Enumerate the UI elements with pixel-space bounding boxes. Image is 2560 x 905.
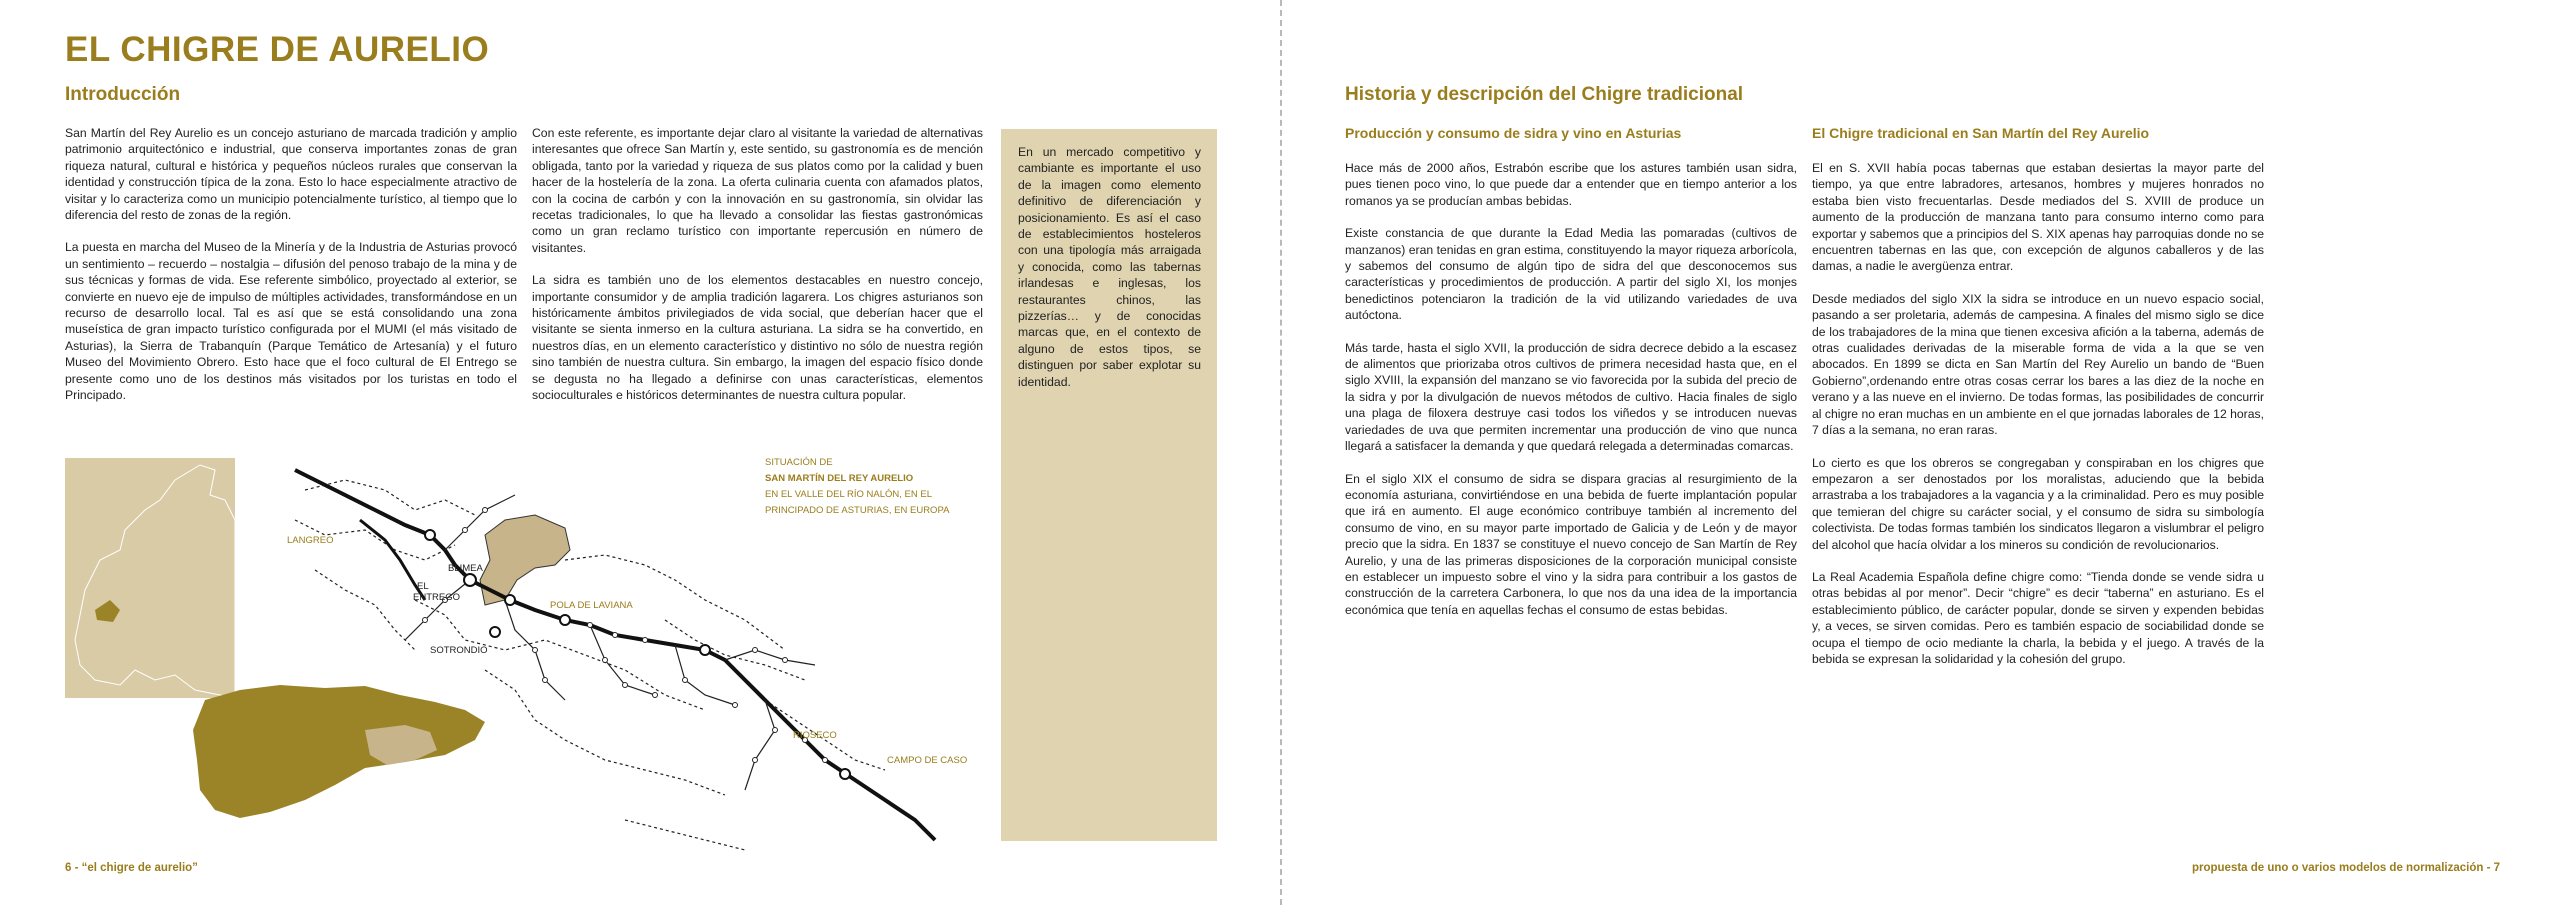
map-label-campo-de-caso: CAMPO DE CASO [887,755,968,766]
paragraph: Existe constancia de que durante la Edad Media las pomaradas (cultivos de manzanos) eran tenidas en gran estima, constituyendo la mayor riqueza arborícola, y sabemos del consumo de algún tipo de sidra del que desconocemos sus características y procedimientos de producción. A partir del siglo XI, los monjes benedictinos potenciaron la tradición de la vid utilizando variedades de uva autóctona. [1345,226,1797,323]
paragraph: La Real Academia Española define chigre como: “Tienda donde se vende sidra u otras bebidas al por menor”. Decir “chigre” es decir “taberna” en asturiano. Es el establecimiento público, de carácter popular, donde se sirven y expenden bebidas y, a veces, se sirven comidas. Pero es también espacio de sociabilidad donde se ocupa el tiempo de ocio mediante la charla, la bebida y el juego. A través de la bebida se expresan la solidaridad y la cohesión del grupo. [1812,569,2264,666]
map-label-el: EL [417,581,429,592]
branch-rail-line [360,520,425,600]
map-caption-line: SITUACIÓN DE [765,457,833,468]
subsection-title-produccion: Producción y consumo de sidra y vino en Asturias [1345,125,1682,141]
history-column-1 [1345,160,1797,634]
map-caption [765,455,995,519]
map-label-blimea: BLIMEA [448,563,483,574]
page-footer-right: propuesta de uno o varios modelos de normalización - 7 [2191,862,2500,874]
section-title-introduccion: Introducción [65,84,181,105]
map-caption-line: EN EL VALLE DEL RÍO NALÓN, EN EL [765,489,933,500]
paragraph: En el siglo XIX el consumo de sidra se dispara gracias al resurgimiento de la economía asturiana, convirtiéndose en una bebida de fuerte implantación popular que irá en aumento. El auge económico contribuye también al incremento del consumo de vino, en su mayor parte importado de Galicia y de León y de mayor precio que la sidra. En 1837 se constituye el nuevo concejo de San Martín de Rey Aurelio, y una de las primeras disposiciones de la corporación municipal consiste en establecer un impuesto sobre el vino y la sidra para contribuir a los gastos de construcción de la carretera Carbonera, lo que nos da una idea de la importancia económica que tenía en aquellas fechas el consumo de estas bebidas. [1345,471,1797,617]
paragraph: El en S. XVII había pocas tabernas que estaban desiertas la mayor parte del tiempo, ya que entre labradores, artesanos, hombres y mujeres honrados no estaba bien visto frecuentarlas. Desde mediados del S. XVIII de produce un aumento de la producción de manzana tanto para consumo interno como para exportar y sabemos que a principios del S. XIX apenas hay parroquias donde no se encuentren tabernas en las que, con excepción de algunos caballeros y de las damas, a nadie le avergüenza entrar. [1812,161,2264,274]
paragraph: Con este referente, es importante dejar claro al visitante la variedad de alternativas interesantes que ofrece San Martín y, este sentido, su gastronomía es de mención obligada, tanto por la variedad y riqueza de sus platos como por la calidad y buen hacer de la hostelería de la zona. La oferta culinaria cuenta con afamados platos, con la cocina de carbón y con la innovación en su gastronomía, sin olvidar las recetas tradicionales, lo que ha llevado a consolidar las fiestas gastronómicas como un gran reclamo turístico con importante repercusión en número de visitantes. [532,126,983,255]
map-label-rioseco: RIOSECO [793,730,837,741]
paragraph: La sidra es también uno de los elementos destacables en nuestro concejo, importante consumidor y de amplia tradición lagarera. Los chigres asturianos son históricamente ámbitos privilegiados de vida social, que deberían hacer que el visitante se sienta inmerso en la cultura asturiana. La sidra se ha convertido, en nuestros días, en un elemento característico y distintivo no sólo de nuestra región sino también de nuestra cultura. Sin embargo, la imagen del espacio físico donde se degusta no ha llegado a definirse con unas características, elementos socioculturales e históricos determinantes de nuestra cultura popular. [532,273,983,403]
map-caption-line: PRINCIPADO DE ASTURIAS, EN EUROPA [765,505,950,516]
intro-column-2 [532,125,983,420]
road-network [405,495,815,790]
town-marker-blimea [505,595,515,605]
paragraph: San Martín del Rey Aurelio es un concejo asturiano de marcada tradición y amplio patrimonio arquitectónico e industrial, que conserva importantes zonas de gran riqueza natural, cultural e histórica y pequeños núcleos rurales que conservan la identidad y construcción típica de la zona. Esto lo hace especialmente atractivo de visitar y lo caracteriza como un municipio potencialmente turístico, al tiempo que lo diferencia del resto de zonas de la región. [65,126,517,223]
map-label-langreo: LANGREO [287,535,334,546]
history-column-2 [1812,160,2264,683]
map-caption-place: SAN MARTÍN DEL REY AURELIO [765,473,914,484]
sidebar-box [1001,129,1217,841]
paragraph: Desde mediados del siglo XIX la sidra se introduce en un nuevo espacio social, pasando a ser proletaria, además de campesina. A finales del mismo siglo se dice de los trabajadores de la mina que tienen excesiva afición a la taberna, además de otras cualidades derivadas de la miserable forma de vida a la que se ven abocados. En 1899 se dicta en San Martín del Rey Aurelio un bando de “Buen Gobierno”,ordenando entre otras cosas cerrar los bares a las diez de la noche en verano y a las nueve en el invierno. De todas formas, las posibilidades de concurrir al chigre no eran muchas en un ambiente en el que jornadas laborales de 12 horas, 7 días a la semana, no eran raras. [1812,291,2264,438]
asturias-region-shape [193,685,485,818]
page-footer-left: 6 - “el chigre de aurelio” [65,862,198,874]
map-label-sotrondio: SOTRONDIO [430,645,488,656]
town-marker-sotrondio [490,627,500,637]
town-marker-pola [560,615,570,625]
main-rail-line [295,470,935,840]
town-marker-rioseco [700,645,710,655]
map-label-entrego: ENTREGO [413,592,460,603]
sidebar-text: En un mercado competitivo y cambiante es importante el uso de la imagen como elemento definitivo de diferenciación y posicionamiento. Es así el caso de establecimientos hosteleros con una tipología más arraigada y conocida, como las tabernas irlandesas e inglesas, los restaurantes chinos, las pizzerías… y de conocidas marcas que, en el contexto de alguno de estos tipos, se distinguen por saber explotar su identidad. [1018,145,1201,389]
intro-column-1 [65,125,517,420]
town-marker-el-entrego [464,574,476,586]
section-title-historia: Historia y descripción del Chigre tradicional [1345,84,1744,105]
town-marker-langreo [425,530,435,540]
paragraph: Más tarde, hasta el siglo XVII, la producción de sidra decrece debido a la escasez de alimentos que priorizaba otros cultivos de primera necesidad hasta que, en el siglo XVIII, la expansión del manzano se vio favorecida por la subida del precio de la sidra y por la divulgación de nuevos métodos de cultivo. Hacia finales de siglo una plaga de filoxera destruye casi todos los viñedos y se introducen nuevas variedades de uva que permiten incrementar una producción de vino que nunca llegará a satisfacer la demanda y que quedará relegada a determinadas comarcas. [1345,340,1797,454]
paragraph: Hace más de 2000 años, Estrabón escribe que los astures también usan sidra, pues tienen poco vino, lo que puede dar a entender que en tiempo anterior a los romanos ya se producían ambas bebidas. [1345,161,1797,208]
paragraph: Lo cierto es que los obreros se congregaban y conspiraban en los chigres que empezaron a ser denostados por los moralistas, aduciendo que la bebida arrastraba a los trabajadores a la vagancia y a la criminalidad. Pero es muy posible que temieran del chigre su carácter social, y el consumo de sidra su simbología colectivista. De todas formas también los sindicatos llegaron a vislumbrar el peligro del alcohol que hacía olvidar a los mineros su condición de revolucionarios. [1812,455,2264,552]
municipal-borders [295,480,885,850]
town-marker-campo-de-caso [840,769,850,779]
right-page [1282,0,2560,905]
map-label-pola-de-laviana: POLA DE LAVIANA [550,600,633,611]
paragraph: La puesta en marcha del Museo de la Minería y de la Industria de Asturias provocó un sentimiento – recuerdo – nostalgia – difusión del penoso trabajo de la mina y de sus técnicas y formas de vida. Ese referente simbólico, proyectado al exterior, se convierte en nuevo eje de impulso de múltiples actividades, transformándose en un recurso de desarrollo local. Tal es así que se está consolidando una zona museística de gran impacto turístico configurada por el MUMI (el más visitado de Asturias), la Sierra de Trabanquín (Parque Temático de Artesanía) y el futuro Museo del Movimiento Obrero. Esto hace que el foco cultural de El Entrego se presente como uno de los destinos más visitados por los turistas en todo el Principado. [65,240,517,403]
subsection-title-chigre: El Chigre tradicional en San Martín del Rey Aurelio [1812,125,2150,141]
document-title: EL CHIGRE DE AURELIO [65,30,490,69]
